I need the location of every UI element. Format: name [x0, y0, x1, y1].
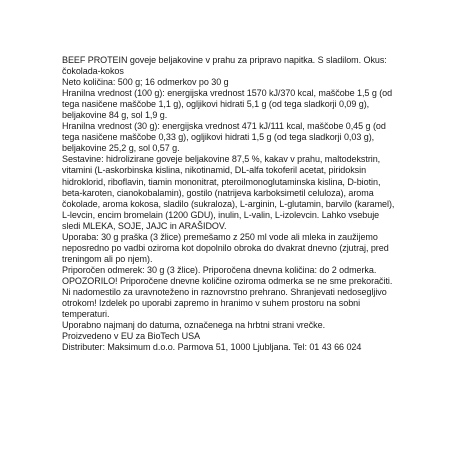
- product-description: BEEF PROTEIN goveje beljakovine v prahu za pripravo napitka. S sladilom. Okus: čokolada-kokos: [62, 55, 387, 77]
- distributor-info: Distributer: Maksimum d.o.o. Parmova 51, 1000 Ljubljana. Tel: 01 43 66 024: [62, 342, 362, 353]
- best-before-note: Uporabno najmanj do datuma, označenega na hrbtni strani vrečke.: [62, 320, 326, 331]
- net-quantity: Neto količina: 500 g; 16 odmerkov po 30 g: [62, 77, 229, 88]
- nutrition-per-100g: Hranilna vrednost (100 g): energijska vrednost 1570 kJ/370 kcal, maščobe 1,5 g (od tega nasičene maščobe 1,1 g), ogljikovi hidrati 5,1 g (od tega sladkorji 0,09 g), beljakovine 84 g, sol 1,9 g.: [62, 88, 393, 121]
- origin-note: Proizvedeno v EU za BioTech USA: [62, 331, 201, 342]
- warning-text: Priporočen odmerek: 30 g (3 žlice). Priporočena dnevna količina: do 2 odmerka.: [62, 264, 377, 275]
- ingredients: Sestavine: hidrolizirane goveje beljakovine 87,5 %, kakav v prahu, maltodekstrin, vitamini (L-askorbinska kislina, nikotinamid, DL-alfa tokoferil acetat, piridoksin hidroklorid, riboflavin, tiamin mononitrat, pteroilmonoglutaminska kislina, D-biotin, beta-karoten, cianokobalamin), gostilo (natrijeva karboksimetil celuloza), aroma čokolade, aroma kokosa, sladilo (sukraloza), L-arginin, L-glutamin, barvilo (karamel), L-levcin, encim bromelain (1200 GDU), inulin, L-valin, L-izolevcin. Lahko vsebuje sledi MLEKA, SOJE, JAJC in ARAŠIDOV.: [62, 154, 395, 231]
- warning-notice: OPOZORILO! Priporočene dnevne količine oziroma odmerka se ne sme prekoračiti. Ni nadomestilo za uravnoteženo in raznovrstno prehrano. Shranjevati nedosegljivo otrokom! Izdelek po uporabi zapremo in hranimo v suhem prostoru na sobni temperaturi.: [62, 275, 393, 320]
- product-label-text: [62, 55, 396, 353]
- usage-instructions: Uporaba: 30 g praška (3 žlice) premešamo z 250 ml vode ali mleka in zaužijemo neposredno po vadbi oziroma kot dopolnilo obroka do dvakrat dnevno (zjutraj, pred treningom ali po njem).: [62, 231, 389, 264]
- nutrition-per-30g: Hranilna vrednost (30 g): energijska vrednost 471 kJ/111 kcal, maščobe 0,45 g (od tega nasičene maščobe 0,33 g), ogljikovi hidrati 1,5 g (od tega sladkorji 0,03 g), beljakovine 25,2 g, sol 0,57 g.: [62, 121, 386, 154]
